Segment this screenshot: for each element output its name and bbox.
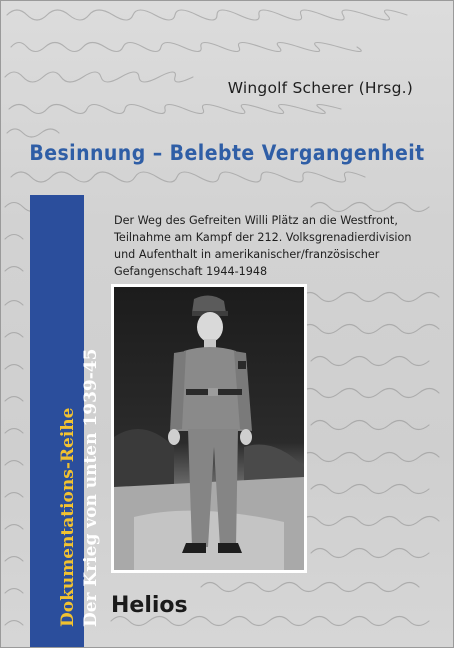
series-name: Dokumentations-Reihe [58, 407, 78, 627]
portrait-photo [111, 284, 307, 573]
soldier-portrait-icon [114, 287, 304, 570]
description-line: und Aufenthalt in amerikanischer/französischer [114, 248, 380, 261]
book-title: Besinnung – Belebte Vergangenheit [29, 141, 425, 165]
author-name: Wingolf Scherer (Hrsg.) [227, 79, 413, 97]
description-line: Gefangenschaft 1944-1948 [114, 265, 268, 278]
publisher-name: Helios [111, 593, 188, 618]
description-line: Der Weg des Gefreiten Willi Plätz an die Westfront, [114, 214, 398, 227]
series-subtitle: Der Krieg von unten 1939-45 [81, 348, 101, 627]
description-line: Teilnahme am Kampf der 212. Volksgrenadierdivision [114, 231, 412, 244]
series-spine-text [57, 207, 103, 627]
book-description [114, 212, 450, 280]
